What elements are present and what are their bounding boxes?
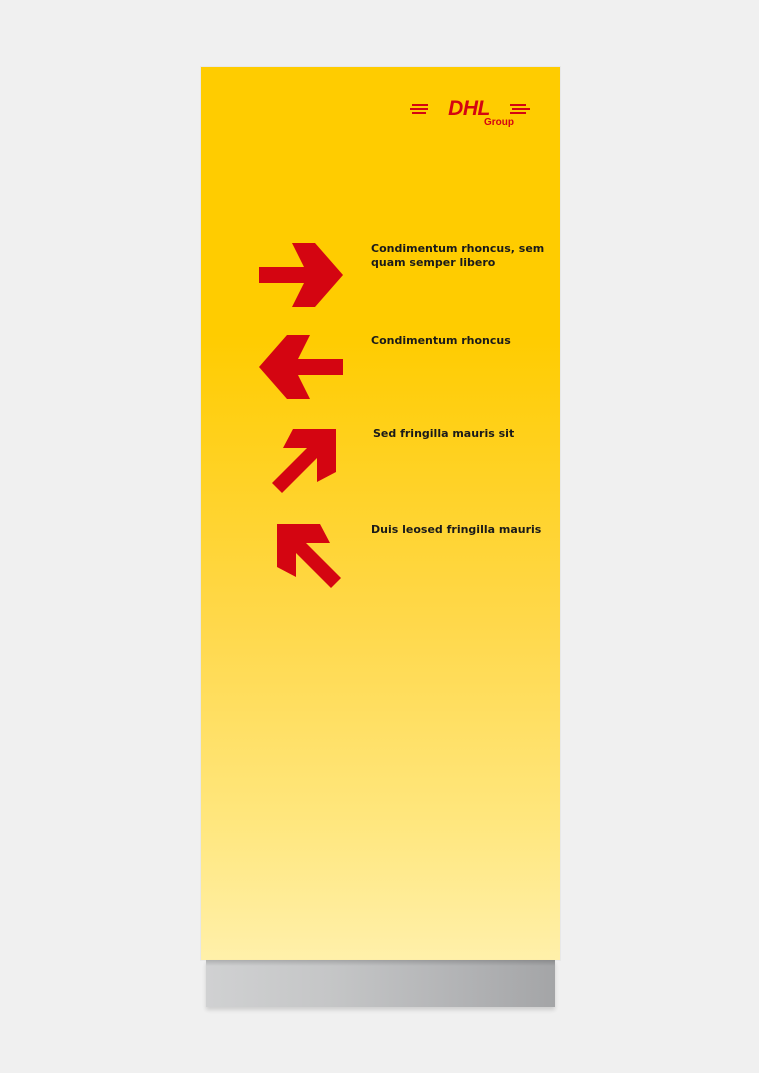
logo-text: DHL [448,97,490,119]
direction-label-2: Condimentum rhoncus [371,334,511,347]
dhl-wordmark-icon [410,97,530,119]
direction-label-4: Duis leosed fringilla mauris [371,523,542,536]
arrow-left-icon [257,332,347,402]
wayfinding-sign-panel [201,67,560,960]
direction-label-3: Sed fringilla mauris sit [373,427,515,440]
arrow-up-right-icon [262,426,352,496]
arrow-right-icon [257,240,347,310]
logo-subtitle: Group [484,117,514,128]
direction-label-1: Condimentum rhoncus, sem quam semper libero [371,242,545,269]
sign-base [206,960,555,1007]
dhl-logo [410,97,530,131]
arrow-up-left-icon [266,522,356,592]
